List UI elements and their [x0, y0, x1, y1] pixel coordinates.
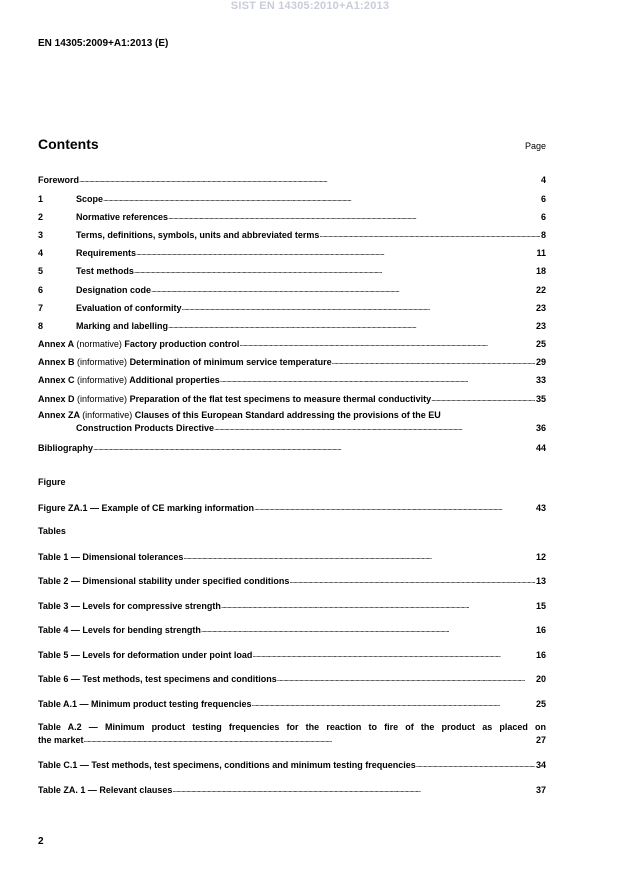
toc-entry-title: Bibliography [38, 443, 94, 453]
toc-entry-title: Scope [76, 194, 104, 204]
toc-entry[interactable] [38, 264, 546, 277]
toc-entry[interactable] [38, 192, 546, 205]
toc-entry-page: 25 [535, 339, 546, 349]
dot-leader [289, 574, 535, 587]
dot-leader [431, 392, 535, 405]
annex-kind: (informative) [82, 410, 133, 420]
toc-entry[interactable] [38, 783, 546, 796]
dot-leader [103, 192, 540, 205]
dot-leader [79, 173, 540, 186]
dot-leader [168, 319, 535, 332]
toc-entry-page: 22 [535, 285, 546, 295]
toc-entry-title: Table 3 — Levels for compressive strength [38, 601, 221, 611]
toc-entry-title: Foreword [38, 175, 80, 185]
toc-entry[interactable] [38, 550, 546, 563]
dot-leader [182, 301, 535, 314]
toc-entry-page: 36 [535, 423, 546, 433]
dot-leader [134, 264, 535, 277]
toc-entry-title: Table C.1 — Test methods, test specimens, conditions and minimum testing frequencies [38, 760, 416, 770]
dot-leader [93, 441, 535, 454]
toc-entry-title: Table A.1 — Minimum product testing frequencies [38, 699, 252, 709]
annex-title [38, 393, 431, 405]
toc-entry[interactable] [38, 228, 546, 241]
table-title-line1: Table A.2 — Minimum product testing frequencies for the reaction to fire of the product as placed on [38, 722, 546, 732]
toc-entry-page: 43 [535, 503, 546, 513]
toc-entry-page: 18 [535, 266, 546, 276]
page-number: 2 [38, 836, 44, 847]
toc-entry-page: 34 [535, 760, 546, 770]
dot-leader [252, 648, 535, 661]
toc-table-entry[interactable] [38, 721, 546, 746]
toc-entry-page: 16 [535, 650, 546, 660]
annex-title [38, 374, 220, 386]
toc-entry-number: 1 [38, 194, 44, 204]
toc-entry-page: 25 [535, 699, 546, 709]
annex-name: Clauses of this European Standard addressing the provisions of the EU [134, 410, 441, 420]
dot-leader [168, 210, 540, 223]
toc-entry-page: 12 [535, 552, 546, 562]
toc-entry-title: Table 6 — Test methods, test specimens and conditions [38, 674, 277, 684]
annex-label: Annex D [38, 394, 75, 404]
toc-entry[interactable] [38, 574, 546, 587]
annex-title-line2 [38, 421, 546, 434]
contents-header [38, 136, 546, 152]
toc-entry[interactable] [38, 623, 546, 636]
dot-leader [252, 697, 535, 710]
toc-entry-page: 8 [540, 230, 546, 240]
dot-leader [151, 283, 535, 296]
annex-label: Annex A [38, 339, 74, 349]
toc-entry-page: 20 [535, 674, 546, 684]
page-column-label: Page [524, 141, 546, 151]
toc-entry-number: 5 [38, 266, 44, 276]
toc-annex-entry[interactable] [38, 355, 546, 368]
dot-leader [239, 337, 535, 350]
toc-entry-title: Terms, definitions, symbols, units and abbreviated terms [76, 230, 320, 240]
toc-entry-title: Table ZA. 1 — Relevant clauses [38, 785, 173, 795]
dot-leader [221, 599, 535, 612]
dot-leader [319, 228, 540, 241]
toc-entry-number: 2 [38, 212, 44, 222]
dot-leader [172, 783, 535, 796]
annex-title-line1 [38, 409, 546, 421]
toc-entry[interactable] [38, 441, 546, 454]
watermark: SIST EN 14305:2010+A1:2013 [230, 0, 390, 12]
toc-entry-title: Table 1 — Dimensional tolerances [38, 552, 184, 562]
toc-entry-page: 23 [535, 321, 546, 331]
annex-kind: (informative) [77, 394, 128, 404]
toc-entry-page: 35 [535, 394, 546, 404]
toc-entry-title: Table 5 — Levels for deformation under point load [38, 650, 253, 660]
dot-leader [183, 550, 535, 563]
dot-leader [214, 421, 535, 434]
table-title-cont: the market [38, 735, 84, 745]
annex-kind: (informative) [77, 375, 128, 385]
toc-entry-number: 4 [38, 248, 44, 258]
toc-entry-page: 23 [535, 303, 546, 313]
document-id: EN 14305:2009+A1:2013 (E) [38, 38, 169, 49]
dot-leader [416, 758, 535, 771]
toc-entry[interactable] [38, 599, 546, 612]
annex-label: Annex ZA [38, 410, 80, 420]
toc-entry[interactable] [38, 210, 546, 223]
toc-entry-page: 6 [540, 194, 546, 204]
table-title-line2 [38, 733, 546, 746]
toc-entry[interactable] [38, 283, 546, 296]
toc-entry[interactable] [38, 501, 546, 514]
toc-entry-page: 27 [535, 735, 546, 745]
contents-title: Contents [38, 136, 99, 152]
annex-title [38, 338, 239, 350]
toc-entry-page: 44 [535, 443, 546, 453]
annex-name: Additional properties [129, 375, 220, 385]
dot-leader [201, 623, 535, 636]
dot-leader [220, 373, 535, 386]
toc-entry[interactable] [38, 758, 546, 771]
toc-entry-title: Table 2 — Dimensional stability under specified conditions [38, 576, 290, 586]
tables-heading: Tables [38, 526, 66, 536]
toc-entry-title: Evaluation of conformity [76, 303, 182, 313]
toc-annex-entry[interactable] [38, 409, 546, 434]
toc-entry-page: 13 [535, 576, 546, 586]
toc-entry[interactable] [38, 697, 546, 710]
annex-kind: (normative) [76, 339, 122, 349]
toc-entry-page: 15 [535, 601, 546, 611]
dot-leader [84, 733, 535, 746]
toc-entry[interactable] [38, 319, 546, 332]
toc-entry-page: 11 [536, 248, 546, 258]
toc-entry-page: 33 [535, 375, 546, 385]
toc-entry-page: 29 [535, 357, 546, 367]
toc-entry-number: 7 [38, 303, 44, 313]
toc-entry-title: Designation code [76, 285, 152, 295]
toc-entry-number: 3 [38, 230, 44, 240]
annex-name-cont: Construction Products Directive [76, 423, 215, 433]
dot-leader [136, 246, 535, 259]
annex-label: Annex B [38, 357, 75, 367]
toc-annex-entry[interactable] [38, 337, 546, 350]
toc-entry-title: Figure ZA.1 — Example of CE marking information [38, 503, 255, 513]
toc-entry-page: 37 [535, 785, 546, 795]
toc-entry-number: 8 [38, 321, 44, 331]
toc-entry[interactable] [38, 648, 546, 661]
toc-entry-title: Marking and labelling [76, 321, 169, 331]
dot-leader [254, 501, 535, 514]
dot-leader [332, 355, 535, 368]
toc-entry[interactable] [38, 246, 546, 259]
toc-annex-entry[interactable] [38, 392, 546, 405]
toc-entry[interactable] [38, 173, 546, 186]
toc-entry-page: 4 [540, 175, 546, 185]
annex-label: Annex C [38, 375, 75, 385]
annex-kind: (informative) [77, 357, 128, 367]
toc-entry-page: 6 [540, 212, 546, 222]
toc-entry-title: Test methods [76, 266, 134, 276]
annex-name: Factory production control [124, 339, 240, 349]
toc-annex-entry[interactable] [38, 373, 546, 386]
toc-entry-title: Table 4 — Levels for bending strength [38, 625, 201, 635]
dot-leader [277, 672, 535, 685]
annex-name: Determination of minimum service temperature [129, 357, 332, 367]
toc-entry-page: 16 [535, 625, 546, 635]
annex-title [38, 356, 332, 368]
figure-heading: Figure [38, 477, 66, 487]
toc-entry[interactable] [38, 301, 546, 314]
toc-entry-title: Normative references [76, 212, 169, 222]
toc-entry-title: Requirements [76, 248, 137, 258]
toc-entry-number: 6 [38, 285, 44, 295]
annex-name: Preparation of the flat test specimens to measure thermal conductivity [129, 394, 432, 404]
toc-entry[interactable] [38, 672, 546, 685]
